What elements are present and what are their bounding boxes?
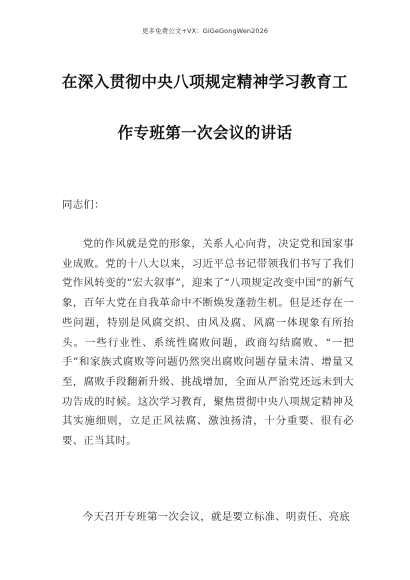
body-paragraph-1: 党的作风就是党的形象，关系人心向背，决定党和国家事业成败。党的十八大以来，习近平总书记带领我们书写了我们党作风转变的“宏大叙事”，迎来了“八项规定改变中国”的新气象，百年大党在自我革命中不断焕发蓬勃生机。但是还存在一些问题，特别是风腐交织、由风及腐、风腐一体现象有所抬头。一些行业性、系统性腐败问题，政商勾结腐败、“一把手”和家族式腐败等问题仍然突出腐败问题存量未清、增量又至，腐败手段翻新升级、挑战增加，全面从严治党还远未到大功告成的时候。这次学习教育，聚焦贯彻中央八项规定精神及其实施细则，立足正风祛腐、激浊扬清，十分重要、很有必要、正当其时。 [62, 238, 354, 448]
document-title-line-1: 在深入贯彻中央八项规定精神学习教育工 [61, 73, 349, 91]
body-paragraph-2: 今天召开专班第一次会议，就是要立标准、明责任、亮底 [82, 511, 351, 523]
salutation: 同志们： [62, 199, 105, 211]
document-title-line-2: 作专班第一次会议的讲话 [117, 124, 293, 142]
header-note: 更多免费公文+VX：GiGeGongWen2026 [141, 27, 269, 35]
